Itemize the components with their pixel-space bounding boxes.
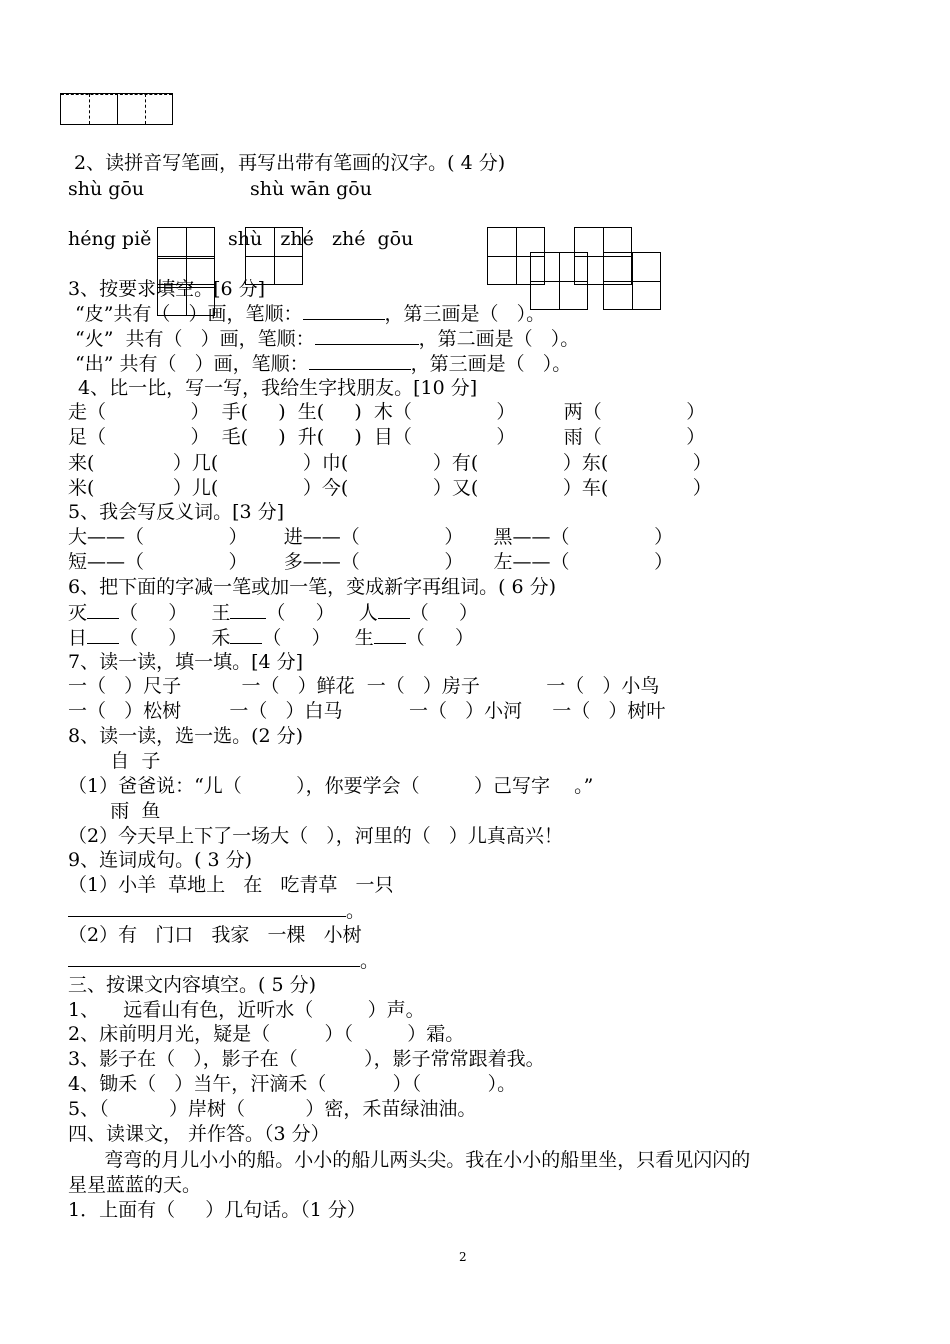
q7-line2: 一（ ）松树 一（ ）白马 一（ ）小河 一（ ）树叶 (68, 700, 666, 722)
q4-line4: 米( ）儿( ）今( ）又( ）车( ） (68, 477, 712, 499)
section3-line1: 1、 远看山有色，近听水（ ）声。 (68, 999, 425, 1021)
q7-title: 7、读一读，填一填。[4 分] (68, 651, 304, 673)
pinyin-shuzhezhegou: shù zhé zhé gōu (228, 228, 414, 250)
section3-line2: 2、床前明月光，疑是（ ）（ ）霜。 (68, 1023, 465, 1045)
top-writing-grid (60, 93, 173, 125)
page-number: 2 (459, 1250, 467, 1264)
q4-line1: 走（ ） 手( ) 生( ) 木（ ） 两（ ） (68, 401, 706, 423)
q3-line2: “火” 共有（ ）画，笔顺： ，第二画是（ ）。 (75, 328, 580, 350)
q9-words1: （1）小羊 草地上 在 吃青草 一只 (68, 874, 394, 896)
pinyin-hengpie: héng piě (68, 228, 152, 250)
q5-line1: 大——（ ） 进——（ ） 黑——（ ） (68, 526, 674, 548)
q4-line3: 来( ）几( ）巾( ）有( ）东( ） (68, 452, 712, 474)
q2-title: 2、读拼音写笔画，再写出带有笔画的汉字。( 4 分) (68, 152, 506, 174)
q3-line3: “出” 共有（ ）画，笔顺： ，第三画是（ ）。 (75, 353, 572, 375)
section3-title: 三、按课文内容填空。( 5 分) (68, 974, 316, 996)
q3-line1: “皮”共有（ ）画，笔顺： ，第三画是（ ）。 (75, 303, 546, 325)
q8-sentence2: （2）今天早上下了一场大（ ），河里的（ ）儿真高兴！ (68, 825, 563, 847)
section3-line3: 3、影子在（ ），影子在（ ），影子常常跟着我。 (68, 1048, 545, 1070)
q4-title: 4、比一比，写一写，我给生字找朋友。[10 分] (72, 377, 478, 399)
q8-title: 8、读一读，选一选。(2 分) (68, 725, 304, 747)
q3-title: 3、按要求填空。[6 分] (68, 278, 266, 300)
q9-answer2[interactable]: 。 (68, 948, 379, 973)
q7-line1: 一（ ）尺子 一（ ）鲜花 一（ ）房子 一（ ）小鸟 (68, 675, 660, 697)
section3-line5: 5、（ ）岸树（ ）密，禾苗绿油油。 (68, 1098, 477, 1120)
pinyin-shuwangou: shù wān gōu (250, 178, 372, 200)
section4-passage-line2: 星星蓝蓝的天。 (68, 1174, 202, 1196)
q6-line1: 灭 （ ） 王 （ ） 人 （ ） (68, 602, 478, 624)
q9-title: 9、连词成句。( 3 分) (68, 849, 253, 871)
q8-sentence1: （1）爸爸说：“儿（ ），你要学会（ ）己写字 。” (68, 775, 594, 797)
q9-words2: （2）有 门口 我家 一棵 小树 (68, 924, 362, 946)
q4-line2: 足（ ） 毛( ) 升( ) 目（ ） 雨（ ） (68, 426, 706, 448)
q6-title: 6、把下面的字减一笔或加一笔，变成新字再组词。( 6 分) (68, 576, 557, 598)
q5-title: 5、我会写反义词。[3 分] (68, 501, 285, 523)
q9-answer1[interactable]: 。 (68, 898, 365, 923)
q6-line2: 日 （ ） 禾 （ ） 生 （ ） (68, 627, 474, 649)
pinyin-shugou: shù gōu (68, 178, 145, 200)
section4-question1: 1．上面有（ ）几句话。（1 分） (68, 1199, 366, 1221)
section4-passage-line1: 弯弯的月儿小小的船。小小的船儿两头尖。我在小小的船里坐，只看见闪闪的 (68, 1149, 751, 1171)
q5-line2: 短——（ ） 多——（ ） 左——（ ） (68, 551, 674, 573)
section4-title: 四、读课文， 并作答。（3 分） (68, 1123, 330, 1145)
q8-options1: 自 子 (68, 750, 161, 772)
section3-line4: 4、锄禾（ ）当午，汗滴禾（ ）（ ）。 (68, 1073, 517, 1095)
writing-grid[interactable] (603, 252, 661, 310)
q8-options2: 雨 鱼 (68, 800, 161, 822)
